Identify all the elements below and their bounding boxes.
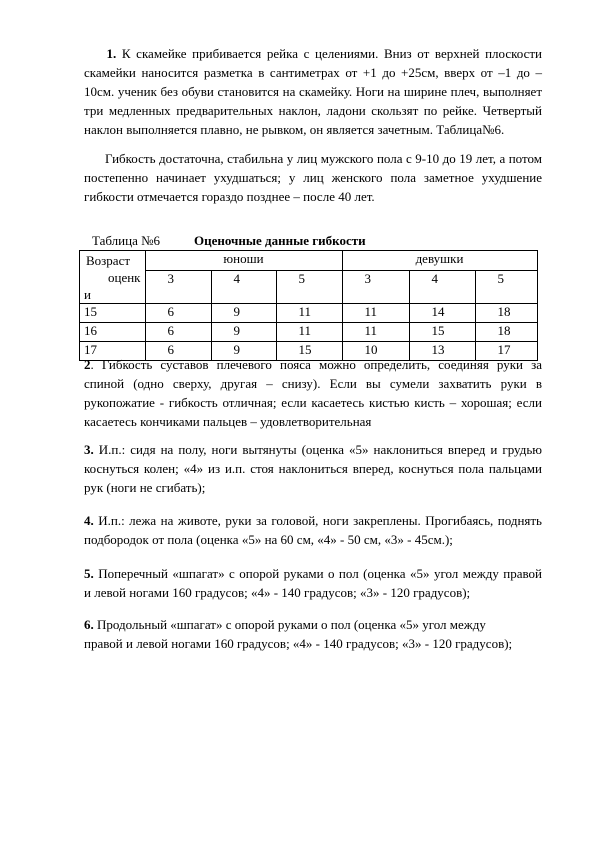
grade-cell: 3	[145, 270, 211, 303]
grade-cell: 4	[409, 270, 475, 303]
grade-header-row	[80, 270, 538, 303]
table-row	[80, 304, 538, 323]
value-cell: 17	[475, 342, 537, 361]
paragraph-test-1	[84, 44, 542, 139]
flexibility-table	[79, 250, 538, 361]
text-line: Гибкость достаточна, стабильна у лиц мужского пола с 9-10 до 19 лет, а потом	[105, 151, 542, 166]
grade-cell: 5	[276, 270, 342, 303]
value-cell: 6	[145, 342, 211, 361]
text-line: Поперечный «шпагат» с опорой руками о пол (оценка «5» угол между правой	[93, 566, 542, 581]
table-caption	[92, 233, 366, 249]
paragraph-test-3	[84, 440, 542, 497]
text-line: и левой ногами 160 градусов; «4» - 140 градусов; «3» - 120 градусов);	[84, 585, 471, 600]
group-header-boys: юноши	[145, 251, 342, 271]
value-cell: 15	[276, 342, 342, 361]
text-line: К скамейке прибивается рейка с целениями. Вниз от верхней плоскости	[121, 46, 542, 61]
age-cell: 17	[80, 342, 146, 361]
text-line: рук (ноги не сгибать);	[84, 480, 206, 495]
corner-cell: Возраст оценк и	[80, 251, 146, 304]
text-line: спиной (одно сверху, другая – снизу). Если вы сумели захватить руки в	[84, 376, 542, 391]
value-cell: 13	[409, 342, 475, 361]
table-title: Оценочные данные гибкости	[194, 233, 366, 248]
text-line: касаетесь кончиками пальцев – удовлетворительная	[84, 414, 372, 429]
table-header-row	[80, 251, 538, 271]
grade-cell: 3	[342, 270, 409, 303]
text-line: правой и левой ногами 160 градусов; «4» - 140 градусов; «3» - 120 градусов);	[84, 636, 513, 651]
paragraph-test-4	[84, 511, 542, 549]
value-cell: 18	[475, 304, 537, 323]
value-cell: 11	[342, 304, 409, 323]
item-number: 5.	[84, 566, 94, 581]
text-line: И.п.: сидя на полу, ноги вытянуты (оценка «5» наклониться вперед и грудью	[93, 442, 542, 457]
item-number: 1.	[106, 46, 117, 61]
text-line: И.п.: лежа на животе, руки за головой, ноги закреплены. Прогибаясь, поднять	[93, 513, 542, 528]
paragraph-flexibility-age	[84, 149, 542, 206]
paragraph-test-6	[84, 615, 542, 653]
item-number: 2	[84, 357, 91, 372]
value-cell: 9	[211, 304, 276, 323]
paragraph-test-5	[84, 564, 542, 602]
text-line: рукопожатие - гибкость отличная; если касаетесь кистью кисть – хорошая; если	[84, 395, 542, 410]
grade-cell: 5	[475, 270, 537, 303]
text-line: гибкости отмечается гораздо позднее – после 40 лет.	[84, 189, 375, 204]
value-cell: 18	[475, 323, 537, 342]
value-cell: 6	[145, 323, 211, 342]
value-cell: 6	[145, 304, 211, 323]
item-number: 3.	[84, 442, 94, 457]
text-line: . Гибкость суставов плечевого пояса можно определить, соединяя руки за	[90, 357, 542, 372]
age-cell: 16	[80, 323, 146, 342]
text-line: Продольный «шпагат» с опорой руками о пол (оценка «5» угол между	[93, 617, 486, 632]
value-cell: 11	[276, 323, 342, 342]
value-cell: 11	[342, 323, 409, 342]
group-header-girls: девушки	[342, 251, 537, 271]
paragraph-test-2	[84, 355, 542, 431]
text-line: три медленных предварительных наклон, ладони скользят по рейке. Четвертый	[84, 103, 542, 118]
grade-cell: 4	[211, 270, 276, 303]
table-row	[80, 323, 538, 342]
text-line: наклон выполняется плавно, не рывком, он является зачетным. Таблица№6.	[84, 122, 505, 137]
item-number: 6.	[84, 617, 94, 632]
text-line: постепенно начинает ухудшаться; у лиц женского пола заметное ухудшение	[84, 170, 542, 185]
text-line: скамейки наносится разметка в сантиметрах от +1 до +25см, вверх от –1 до –	[84, 65, 542, 80]
value-cell: 11	[276, 304, 342, 323]
item-number: 4.	[84, 513, 94, 528]
age-cell: 15	[80, 304, 146, 323]
text-line: 10см. ученик без обуви становится на скамейку. Ноги на ширине плеч, выполняет	[84, 84, 542, 99]
text-line: подбородок от пола (оценка «5» на 60 см, «4» - 50 см, «3» - 45см.);	[84, 532, 453, 547]
value-cell: 9	[211, 342, 276, 361]
value-cell: 15	[409, 323, 475, 342]
table-number: Таблица №6	[92, 233, 161, 248]
value-cell: 9	[211, 323, 276, 342]
value-cell: 10	[342, 342, 409, 361]
text-line: коснуться колен; «4» из и.п. стоя наклониться вперед, коснуться пола пальцами	[84, 461, 542, 476]
value-cell: 14	[409, 304, 475, 323]
